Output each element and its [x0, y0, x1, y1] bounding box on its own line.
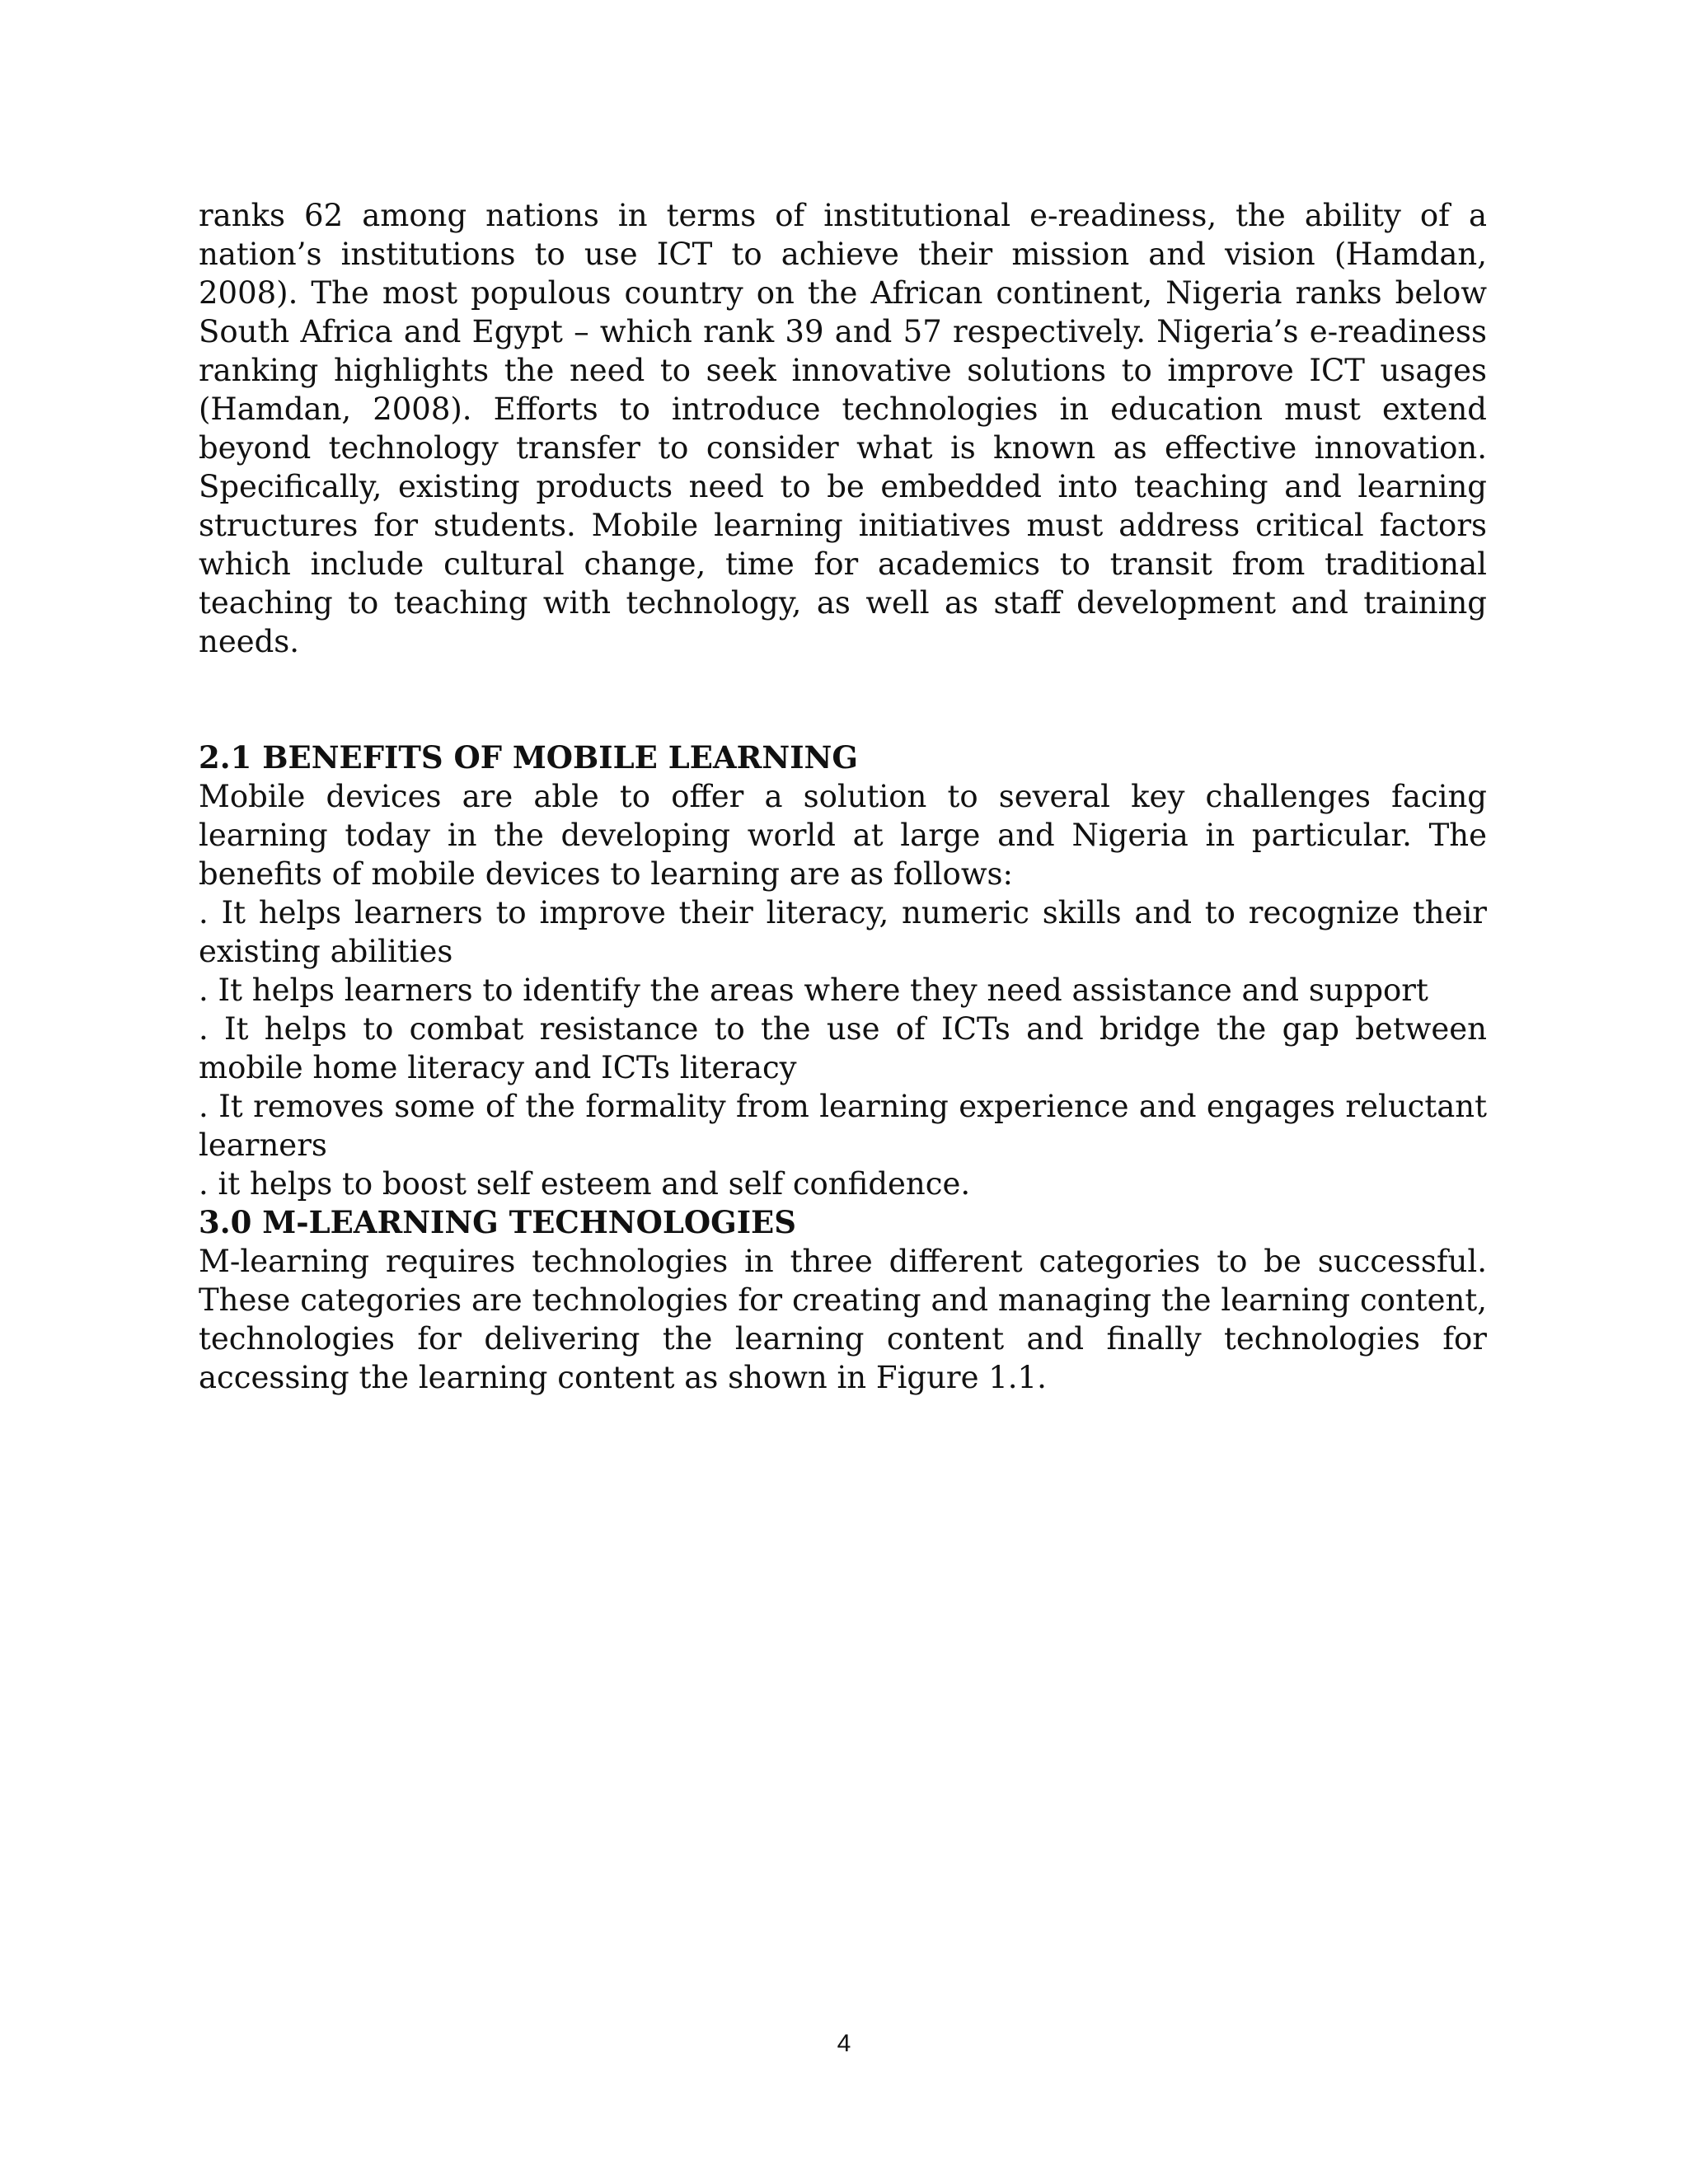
- benefits-heading: 2.1 BENEFITS OF MOBILE LEARNING: [199, 739, 858, 776]
- benefit-item: . It helps learners to improve their literacy, numeric skills and to recognize their existing abilities: [199, 895, 1487, 969]
- page-number: 4: [837, 2030, 851, 2057]
- technologies-heading: 3.0 M-LEARNING TECHNOLOGIES: [199, 1204, 796, 1240]
- benefit-item: . It helps learners to identify the areas where they need assistance and support: [199, 972, 1428, 1008]
- technologies-section: [199, 1203, 1487, 1397]
- benefit-item: . It helps to combat resistance to the use of ICTs and bridge the gap between mobile home literacy and ICTs literacy: [199, 1011, 1487, 1085]
- technologies-body: M-learning requires technologies in three different categories to be successful. These categories are technologies for creating and managing the learning content, technologies for delivering the learning content and finally technologies for accessing the learning content as shown in Figure 1.1.: [199, 1244, 1487, 1395]
- section-spacer: [199, 661, 1487, 738]
- benefit-item: . It removes some of the formality from learning experience and engages reluctant learners: [199, 1089, 1487, 1163]
- benefits-intro: Mobile devices are able to offer a solution to several key challenges facing learning today in the developing world at large and Nigeria in particular. The benefits of mobile devices to learning are as follows:: [199, 779, 1487, 892]
- benefits-section: [199, 738, 1487, 1203]
- benefit-item: . it helps to boost self esteem and self confidence.: [199, 1166, 971, 1202]
- intro-paragraph: ranks 62 among nations in terms of institutional e-readiness, the ability of a nation’s institutions to use ICT to achieve their mission and vision (Hamdan, 2008). The most populous country on the African continent, Nigeria ranks below South Africa and Egypt – which rank 39 and 57 respectively. Nigeria’s e-readiness ranking highlights the need to seek innovative solutions to improve ICT usages (Hamdan, 2008). Efforts to introduce technologies in education must extend beyond technology transfer to consider what is known as effective innovation. Specifically, existing products need to be embedded into teaching and learning structures for students. Mobile learning initiatives must address critical factors which include cultural change, time for academics to transit from traditional teaching to teaching with technology, as well as staff development and training needs.: [199, 198, 1487, 659]
- page-content: [199, 196, 1487, 1397]
